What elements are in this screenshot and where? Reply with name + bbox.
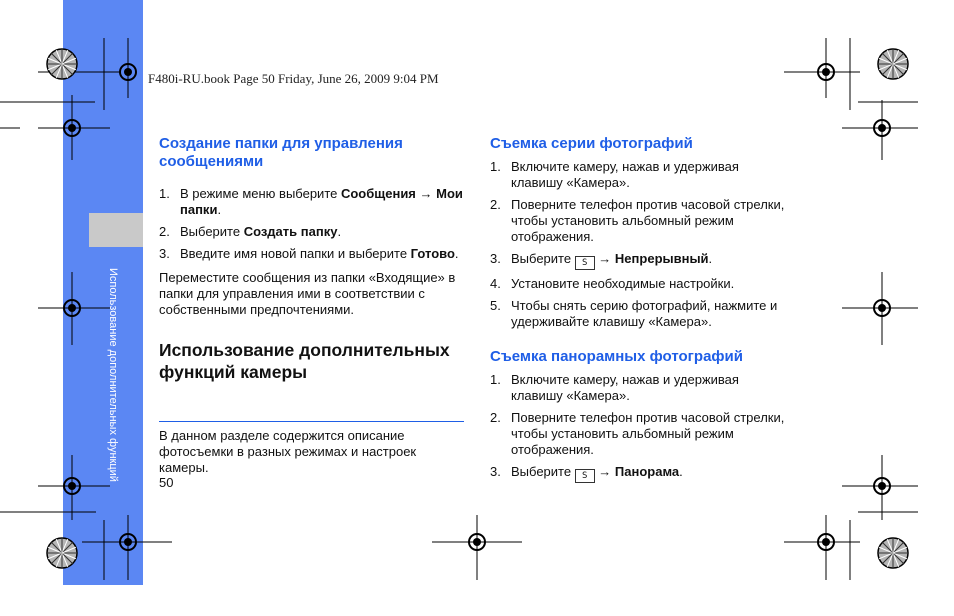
step-number: 3. (490, 251, 501, 266)
color-rosette-icon (878, 538, 908, 568)
section-title-create-folder: Создание папки для управления сообщениями (159, 135, 403, 170)
step-text: Выберите (511, 464, 575, 479)
list-item (490, 464, 790, 483)
left-column (159, 135, 464, 383)
step-text-end: . (708, 251, 713, 266)
step-number: 5. (490, 298, 501, 313)
color-rosette-icon (878, 49, 908, 79)
color-rosette-icon (47, 538, 77, 568)
step-number: 1. (159, 186, 170, 201)
section-title-panorama: Съемка панорамных фотографий (490, 348, 743, 365)
step-number: 3. (490, 464, 501, 479)
menu-option: Создать папку (243, 224, 338, 239)
step-text-end: . (679, 464, 683, 479)
arrow-separator: → (594, 464, 615, 479)
section-note: Переместите сообщения из папки «Входящие» в папки для управления ими в соответствии с собственными предпочтениями. (159, 270, 456, 317)
panorama-steps (490, 372, 790, 483)
step-text: Включите камеру, нажав и удерживая клавишу «Камера». (511, 372, 739, 403)
step-text-end: . (217, 202, 222, 217)
heading-rule (159, 421, 464, 422)
menu-path: Сообщения (340, 186, 416, 201)
step-number: 1. (490, 159, 501, 174)
list-item (159, 246, 464, 262)
step-text: Установите необходимые настройки. (511, 276, 735, 291)
section-title-camera-functions: Использование дополнительных функций камеры (159, 340, 450, 382)
menu-path: Мои папки (180, 186, 463, 217)
print-header: F480i-RU.book Page 50 Friday, June 26, 2009 9:04 PM (148, 71, 439, 86)
step-number: 2. (490, 197, 501, 212)
list-item (159, 224, 464, 240)
step-text: Чтобы снять серию фотографий, нажмите и удерживайте клавишу «Камера». (511, 298, 778, 329)
menu-option: Панорама (614, 464, 680, 479)
step-number: 3. (159, 246, 170, 261)
list-item (490, 372, 790, 404)
sidebar-chapter-label: Использование дополнительных функций (107, 268, 119, 482)
step-text: Поверните телефон против часовой стрелки, чтобы установить альбомный режим отображения. (511, 410, 785, 457)
step-number: 1. (490, 372, 501, 387)
menu-option: Непрерывный (614, 251, 709, 266)
step-text: Поверните телефон против часовой стрелки, чтобы установить альбомный режим отображения. (511, 197, 785, 244)
list-item (490, 197, 790, 245)
step-text: Включите камеру, нажав и удерживая клавишу «Камера». (511, 159, 739, 190)
burst-shot-steps (490, 159, 790, 330)
step-text: Выберите (180, 224, 244, 239)
arrow-separator: → (415, 186, 437, 201)
list-item (490, 410, 790, 458)
step-text: Введите имя новой папки и выберите (180, 246, 411, 261)
step-text-end: . (337, 224, 342, 239)
right-column (490, 135, 790, 489)
step-text-end: . (454, 246, 459, 261)
page-number: 50 (159, 475, 174, 490)
step-text: Выберите (511, 251, 575, 266)
color-rosette-icon (47, 49, 77, 79)
arrow-separator: → (594, 251, 615, 266)
settings-key-icon: S (575, 469, 595, 483)
list-item (490, 159, 790, 191)
list-item (490, 298, 790, 330)
section-title-burst-shot: Съемка серии фотографий (490, 135, 693, 152)
settings-key-icon: S (575, 256, 595, 270)
list-item (490, 276, 790, 292)
step-number: 2. (490, 410, 501, 425)
step-text: В режиме меню выберите (180, 186, 341, 201)
list-item (159, 186, 464, 218)
create-folder-steps (159, 186, 464, 262)
menu-option: Готово (410, 246, 455, 261)
step-number: 2. (159, 224, 170, 239)
list-item (490, 251, 790, 270)
step-number: 4. (490, 276, 501, 291)
section-intro: В данном разделе содержится описание фотосъемки в разных режимах и настроек камеры. (159, 428, 417, 475)
